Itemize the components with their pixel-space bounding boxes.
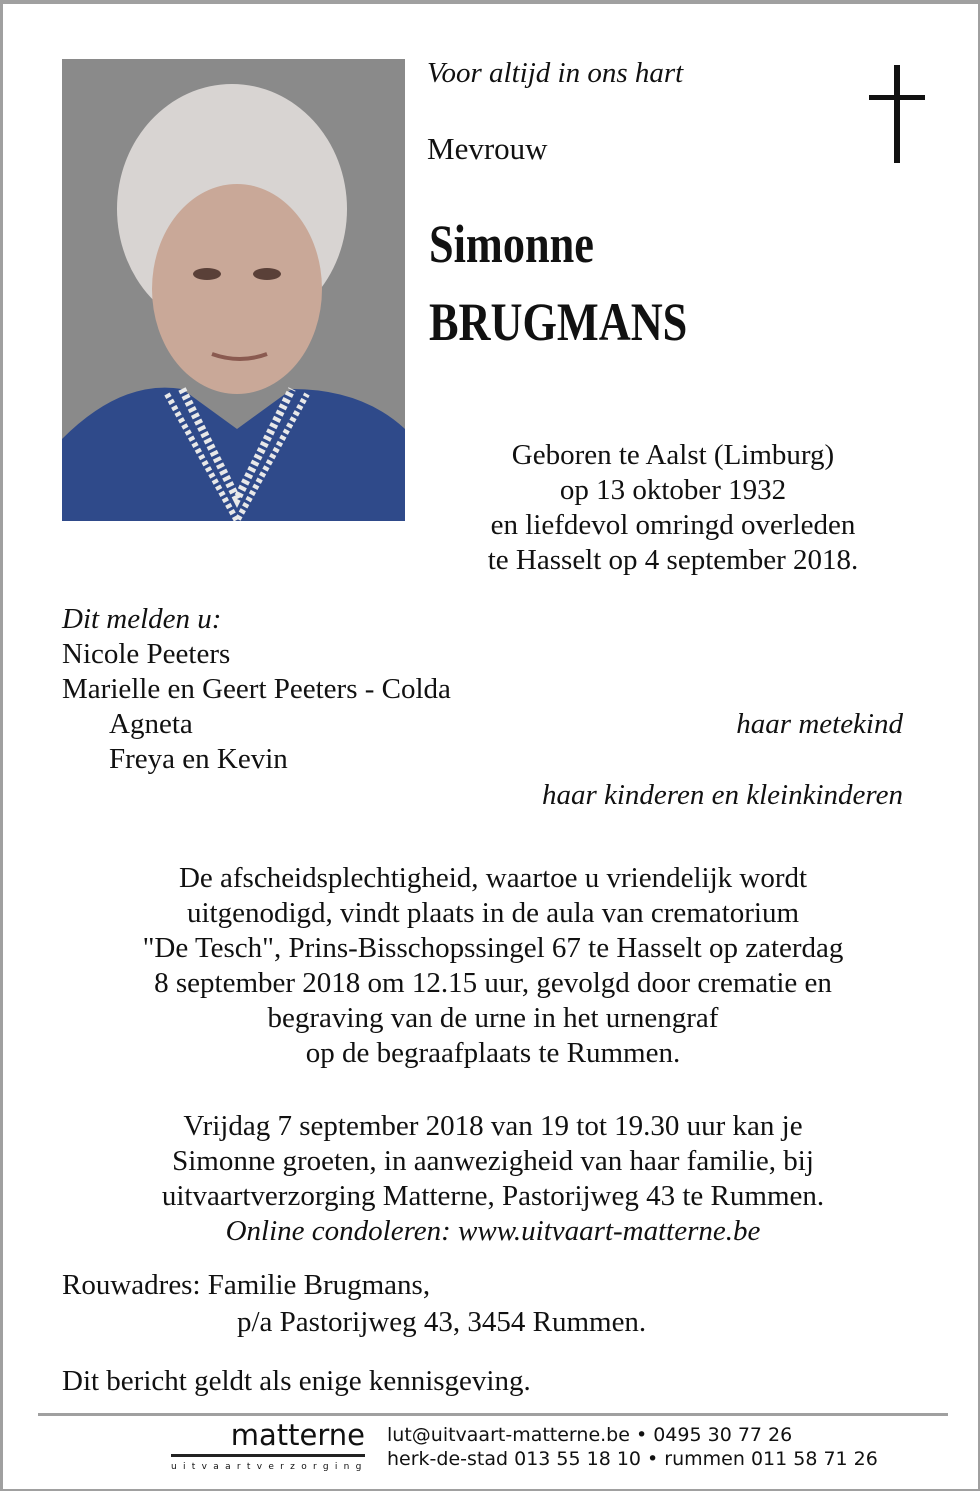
birth-line-2: op 13 oktober 1932 — [559, 474, 787, 506]
visitation-line: uitvaartverzorging Matterne, Pastorijweg 43 te Rummen. — [161, 1180, 825, 1212]
first-name: Simonne — [429, 214, 594, 274]
salutation: Mevrouw — [427, 131, 548, 166]
family-member: Marielle en Geert Peeters - Colda — [62, 673, 451, 705]
address-line: p/a Pastorijweg 43, 3454 Rummen. — [237, 1306, 647, 1338]
birth-line-4: te Hasselt op 4 september 2018. — [487, 544, 859, 576]
family-member: Nicole Peeters — [62, 638, 231, 670]
address-line: Rouwadres: Familie Brugmans, — [62, 1269, 431, 1301]
grandchild: Agneta — [109, 708, 193, 740]
portrait-photo — [62, 59, 405, 521]
ceremony-line: "De Tesch", Prins-Bisschopssingel 67 te Hasselt op zaterdag — [142, 932, 844, 964]
children-note: haar kinderen en kleinkinderen — [541, 779, 903, 811]
grandchild: Freya en Kevin — [109, 743, 288, 775]
visitation-line: Simonne groeten, in aanwezigheid van haar familie, bij — [172, 1145, 814, 1177]
online-condolence-link[interactable]: Online condoleren: www.uitvaart-matterne.be — [225, 1215, 761, 1247]
birth-line-1: Geboren te Aalst (Limburg) — [511, 439, 835, 471]
visitation-line: Vrijdag 7 september 2018 van 19 tot 19.30 uur kan je — [183, 1110, 803, 1142]
last-name: BRUGMANS — [429, 292, 688, 352]
ceremony-line: 8 september 2018 om 12.15 uur, gevolgd door crematie en — [154, 967, 832, 999]
closing-note: Dit bericht geldt als enige kennisgeving. — [62, 1365, 531, 1397]
logo-subtitle: uitvaartverzorging — [171, 1462, 368, 1472]
matterne-logo — [171, 1418, 368, 1472]
ceremony-line: begraving van de urne in het urnengraf — [267, 1002, 719, 1034]
logo-bar — [171, 1454, 365, 1457]
footer-divider — [38, 1413, 948, 1416]
birth-line-3: en liefdevol omringd overleden — [490, 509, 856, 541]
cross-icon — [869, 65, 925, 163]
logo-word: matterne — [230, 1418, 365, 1452]
ceremony-line: uitgenodigd, vindt plaats in de aula van crematorium — [186, 897, 800, 929]
footer-phone-line: herk-de-stad 013 55 18 10 • rummen 011 58 71 26 — [387, 1448, 878, 1470]
ceremony-line: op de begraafplaats te Rummen. — [305, 1037, 681, 1069]
ceremony-line: De afscheidsplechtigheid, waartoe u vriendelijk wordt — [178, 862, 808, 894]
footer-contact-line: lut@uitvaart-matterne.be • 0495 30 77 26 — [387, 1424, 793, 1446]
family-intro: Dit melden u: — [62, 603, 222, 635]
motto: Voor altijd in ons hart — [427, 57, 684, 89]
metekind-note: haar metekind — [736, 708, 903, 740]
